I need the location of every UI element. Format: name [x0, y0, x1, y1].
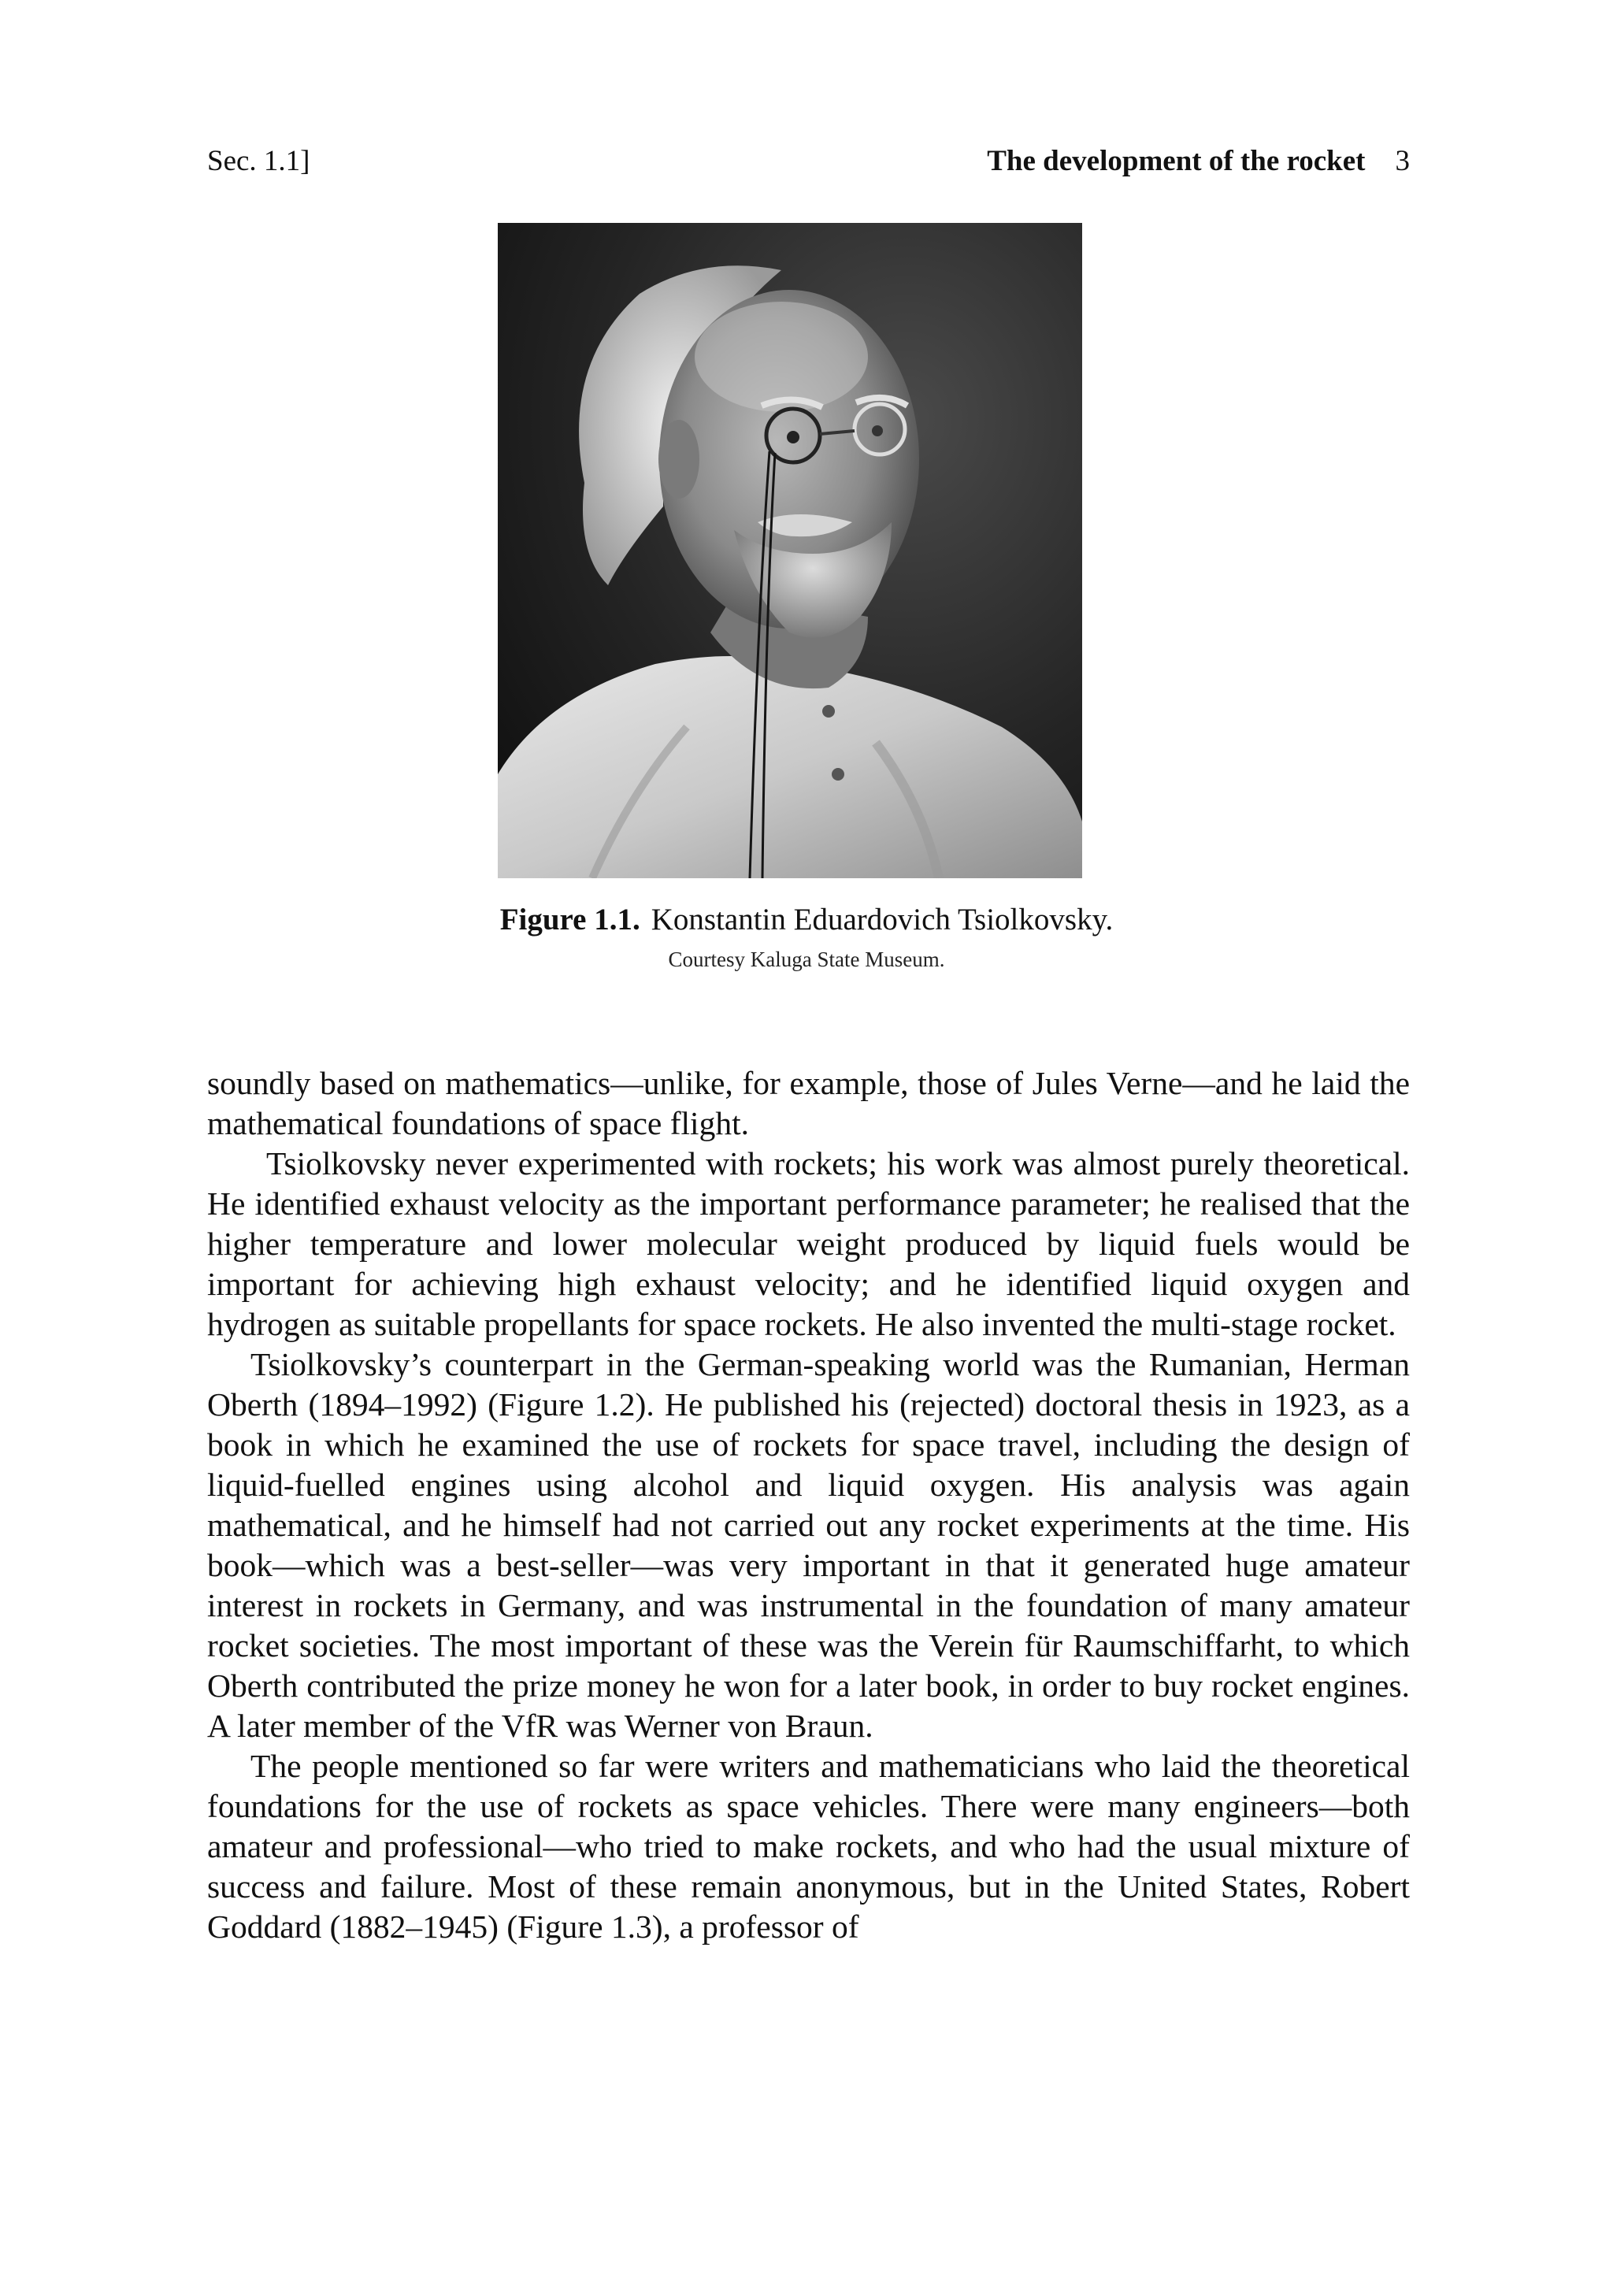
figure-caption-text: Konstantin Eduardovich Tsiolkovsky. — [651, 903, 1114, 937]
body-text — [207, 1063, 1410, 1947]
running-head — [207, 142, 1410, 181]
figure-caption — [0, 899, 1613, 940]
figure-label: Figure 1.1. — [499, 903, 640, 937]
paragraph-1: soundly based on mathematics—unlike, for example, those of Jules Verne—and he laid the mathematical foundations of space flight. — [207, 1065, 1410, 1141]
page-number: 3 — [1395, 145, 1410, 177]
chapter-title: The development of the rocket — [987, 145, 1366, 177]
figure-credit: Courtesy Kaluga State Museum. — [668, 948, 945, 971]
portrait-photograph — [498, 223, 1082, 878]
section-reference: Sec. 1.1] — [207, 145, 310, 177]
paragraph-2: Tsiolkovsky never experimented with rockets; his work was almost purely theoretical. He identified exhaust velocity as the important performance parameter; he realised that the higher temperature and lower molecular weight produced by liquid fuels would be important for achieving high exhaust velocity; and he identified liquid oxygen and hydrogen as suitable propellants for space rockets. He also invented the multi-stage rocket. — [207, 1145, 1410, 1342]
portrait-illustration — [498, 223, 1082, 878]
paragraph-3: Tsiolkovsky’s counterpart in the German-speaking world was the Rumanian, Herman Oberth (1894–1992) (Figure 1.2). He published his (rejected) doctoral thesis in 1923, as a book in which he examined the use of rockets for space travel, including the design of liquid-fuelled engines using alcohol and liquid oxygen. His analysis was again mathematical, and he himself had not carried out any rocket experiments at the time. His book—which was a best-seller—was very important in that it generated huge amateur interest in rockets in Germany, and was instrumental in the foundation of many amateur rocket societies. The most important of these was the Verein für Raumschiffarht, to which Oberth contributed the prize money he won for a later book, in order to buy rocket engines. A later member of the VfR was Werner von Braun. — [207, 1346, 1410, 1744]
paragraph-4: The people mentioned so far were writers and mathematicians who laid the theoretical foundations for the use of rockets as space vehicles. There were many engineers—both amateur and professional—who tried to make rockets, and who had the usual mixture of success and failure. Most of these remain anonymous, but in the United States, Robert Goddard (1882–1945) (Figure 1.3), a professor of — [207, 1748, 1410, 1945]
running-head-right — [987, 142, 1410, 181]
